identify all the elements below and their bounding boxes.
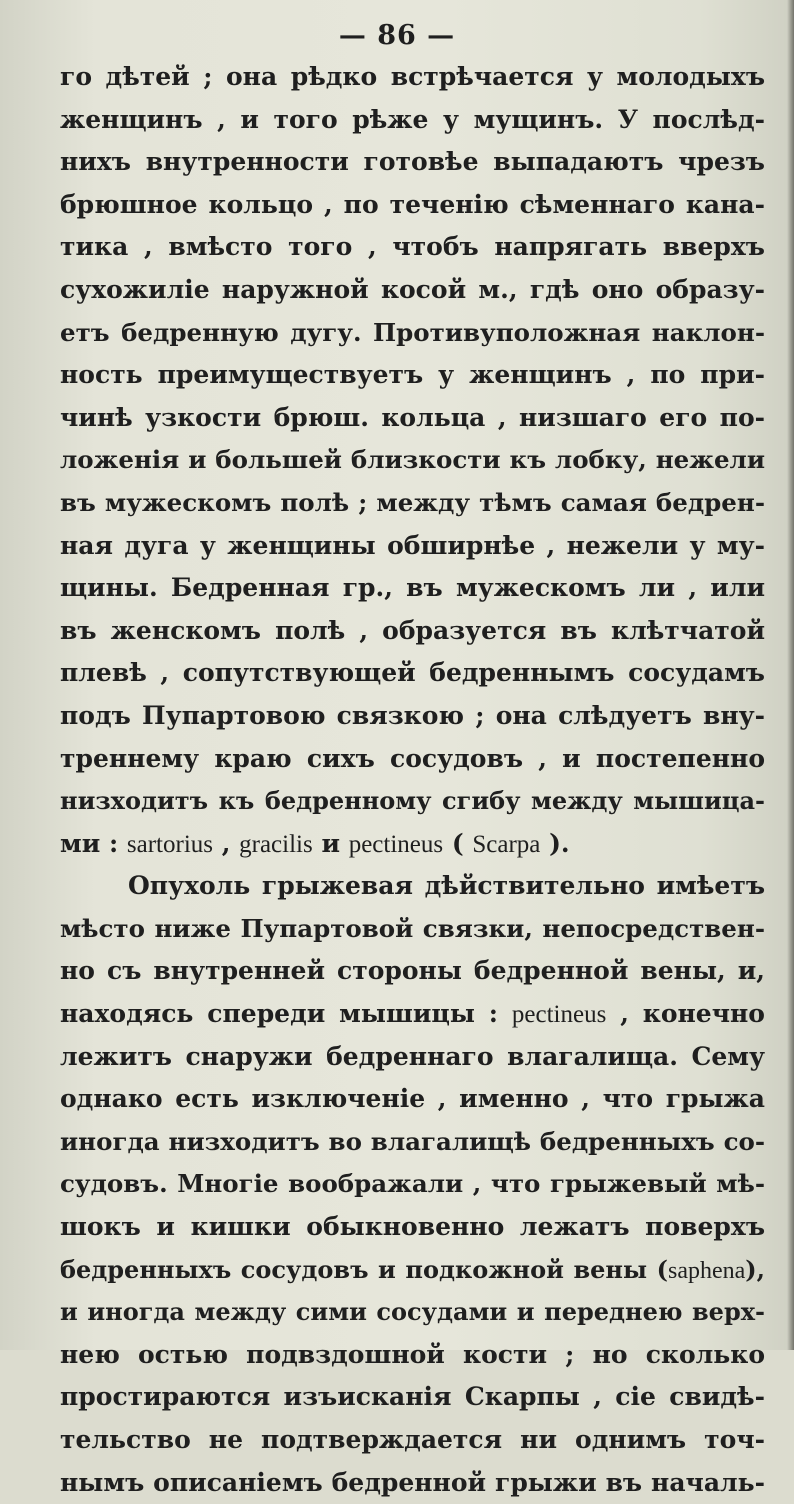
text-line: низходитъ къ бедренному сгибу между мышица- <box>60 786 765 816</box>
text-line: нымъ описаніемъ бедренной грыжи въ началь- <box>60 1467 765 1497</box>
text-line: ность преимуществуетъ у женщинъ , по при- <box>60 360 765 390</box>
latin-term: pectineus <box>348 830 444 858</box>
text-line: женщинъ , и того рѣже у мущинъ. У послѣд- <box>60 104 765 134</box>
text-line: тельство не подтверждается ни однимъ точ- <box>60 1425 765 1454</box>
text-line: щины. Бедренная гр., въ мужескомъ ли , или <box>60 573 765 603</box>
text-line: судовъ. Многіе воображали , что грыжевый мѣ- <box>60 1169 765 1199</box>
text-fragment: и <box>312 828 349 858</box>
text-line <box>60 993 765 1036</box>
text-line: въ мужескомъ полѣ ; между тѣмъ самая бедрен- <box>60 487 765 517</box>
text-fragment: , <box>213 828 240 858</box>
text-line: въ женскомъ полѣ , образуется въ клѣтчатой <box>60 615 765 645</box>
text-line: мѣсто ниже Пупартовой связки, непосредствен- <box>60 913 765 943</box>
text-line: но съ внутренней стороны бедренной вены, и, <box>60 956 765 986</box>
latin-term: saphena <box>667 1257 746 1284</box>
paragraph-1 <box>60 56 765 865</box>
text-line: ная дуга у женщины обширнѣе , нежели у му- <box>60 530 765 560</box>
text-fragment: ( <box>443 828 473 858</box>
text-fragment: находясь спереди мышицы : <box>60 999 512 1029</box>
page-edge-shadow <box>787 0 794 1350</box>
latin-term: gracilis <box>239 830 313 858</box>
text-line: го дѣтей ; она рѣдко встрѣчается у молодыхъ <box>60 62 765 91</box>
latin-term: sartorius <box>126 830 214 858</box>
body-text <box>60 56 765 1504</box>
latin-term: Scarpa <box>472 830 541 858</box>
text-line: лежитъ снаружи бедреннаго влагалища. Сему <box>60 1041 765 1071</box>
text-line: чинѣ узкости брюш. кольца , низшаго его по- <box>60 402 765 432</box>
text-line: тика , вмѣсто того , чтобъ напрягать вверхъ <box>60 232 765 262</box>
paragraph-2 <box>60 865 765 1504</box>
text-line: иногда низходитъ во влагалищѣ бедренныхъ со- <box>60 1126 765 1156</box>
text-fragment: ). <box>540 828 570 858</box>
text-line-closing <box>60 823 765 866</box>
text-line: ложенія и большей близкости къ лобку, нежели <box>60 445 765 475</box>
text-fragment: , конечно <box>606 999 765 1029</box>
text-line: и иногда между сими сосудами и переднею верх- <box>60 1297 765 1327</box>
text-line: брюшное кольцо , по теченію сѣменнаго кана- <box>60 189 765 219</box>
text-fragment: ми : <box>60 828 127 858</box>
text-line: однако есть изключеніе , именно , что грыжа <box>60 1084 765 1114</box>
text-line-indented: Опухоль грыжевая дѣйствительно имѣетъ <box>128 871 765 901</box>
text-line: нею остью подвздошной кости ; но сколько <box>60 1339 765 1369</box>
latin-term: pectineus <box>511 1001 607 1029</box>
text-line: сухожиліе наружной косой м., гдѣ оно образу- <box>60 274 765 304</box>
text-line: треннему краю сихъ сосудовъ , и постепенно <box>60 743 765 773</box>
text-line: нихъ внутренности готовѣе выпадаютъ чрезъ <box>60 147 765 177</box>
text-line: шокъ и кишки обыкновенно лежатъ поверхъ <box>60 1212 765 1242</box>
text-line: подъ Пупартовою связкою ; она слѣдуетъ вну- <box>60 700 765 730</box>
text-line: плевѣ , сопутствующей бедреннымъ сосудамъ <box>60 658 765 688</box>
text-fragment: ), <box>745 1254 765 1284</box>
text-line: етъ бедренную дугу. Противуположная наклон- <box>60 317 765 347</box>
text-fragment: бедренныхъ сосудовъ и подкожной вены ( <box>60 1254 668 1284</box>
text-line: простираются изъисканія Скарпы , сіе свидѣ- <box>60 1382 765 1412</box>
page-number: — 86 — <box>338 20 456 51</box>
text-line <box>60 1249 765 1292</box>
